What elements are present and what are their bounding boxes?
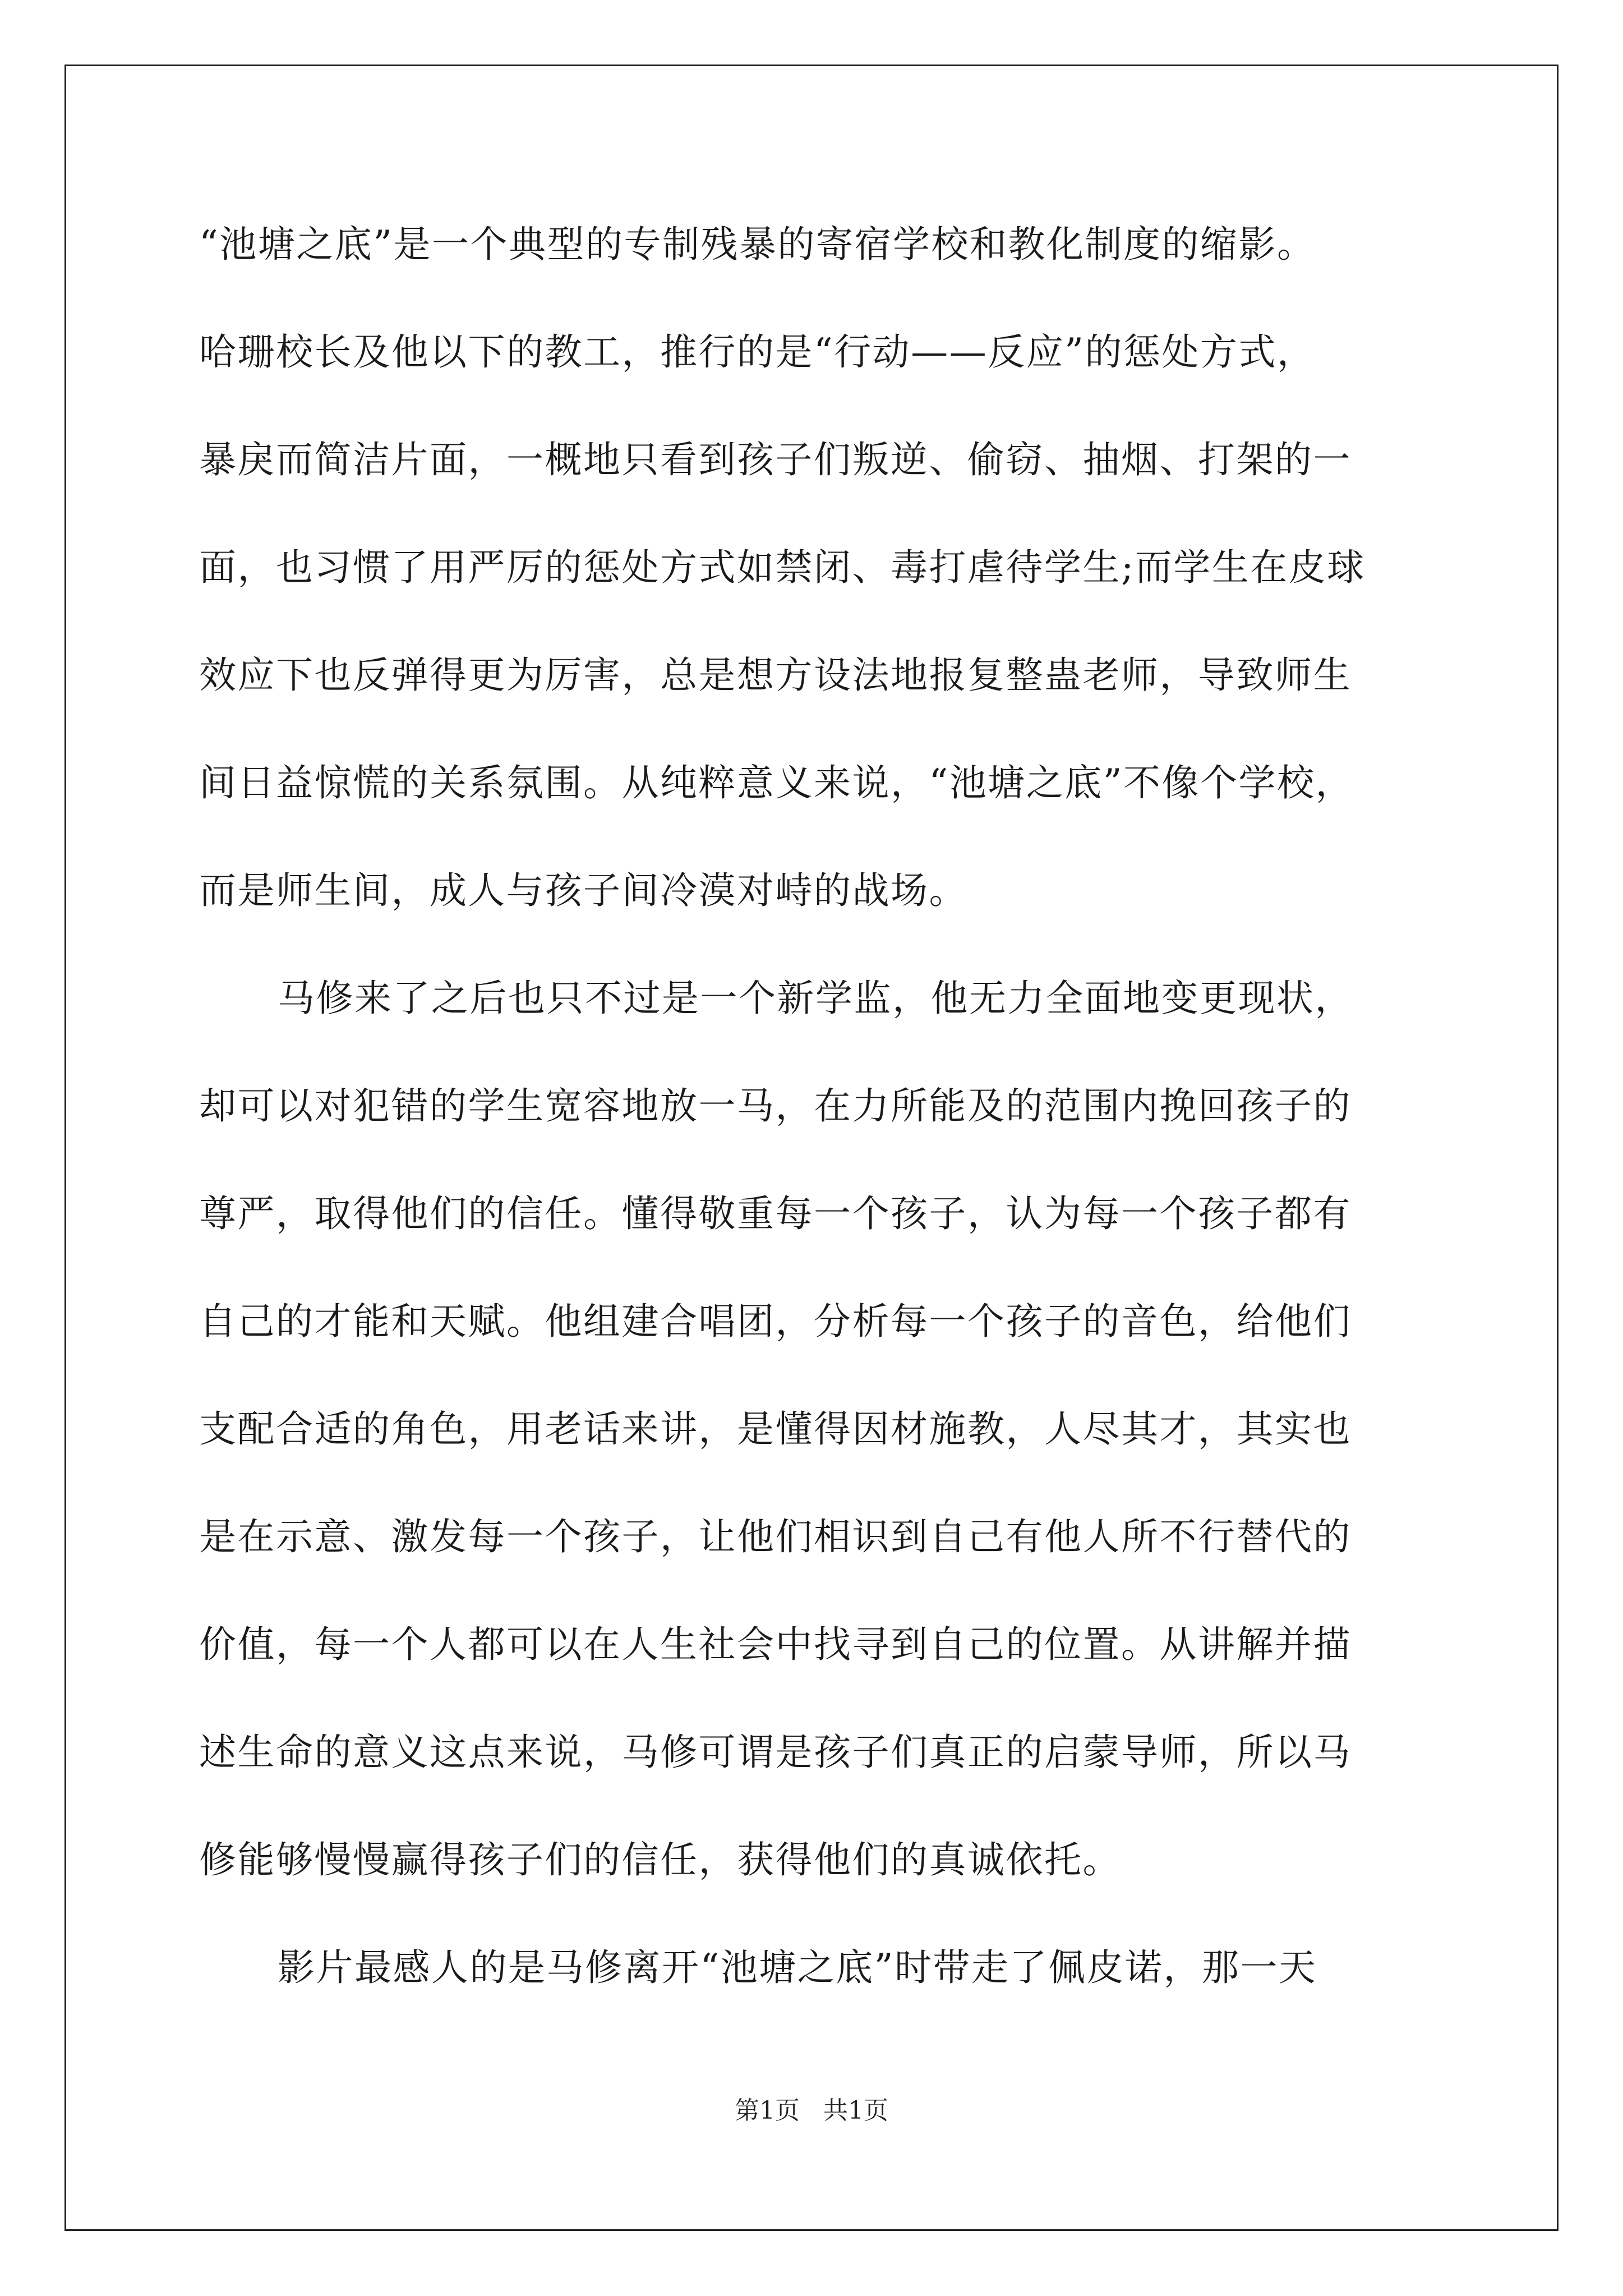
text-line: 暴戾而简洁片面，一概地只看到孩子们叛逆、偷窃、抽烟、打架的一 xyxy=(199,438,1352,481)
text-line: 效应下也反弹得更为厉害，总是想方设法地报复整蛊老师，导致师生 xyxy=(199,654,1352,697)
text-line: 间日益惊慌的关系氛围。从纯粹意义来说，“池塘之底”不像个学校， xyxy=(199,761,1354,804)
text-line: 修能够慢慢赢得孩子们的信任，获得他们的真诚依托。 xyxy=(199,1838,1121,1881)
paragraph-start-line: 马修来了之后也只不过是一个新学监，他无力全面地变更现状， xyxy=(278,977,1353,1020)
text-line: 是在示意、激发每一个孩子，让他们相识到自己有他人所不行替代的 xyxy=(199,1515,1352,1558)
page-footer xyxy=(0,2094,1623,2128)
page-total: 共1页 xyxy=(823,2096,888,2125)
text-line: 哈珊校长及他以下的教工，推行的是“行动——反应”的惩处方式， xyxy=(199,330,1316,374)
text-line: 却可以对犯错的学生宽容地放一马，在力所能及的范围内挽回孩子的 xyxy=(199,1084,1352,1128)
text-line: 价值，每一个人都可以在人生社会中找寻到自己的位置。从讲解并描 xyxy=(199,1623,1352,1666)
text-line: “池塘之底”是一个典型的专制残暴的寄宿学校和教化制度的缩影。 xyxy=(199,223,1316,266)
text-line: 述生命的意义这点来说，马修可谓是孩子们真正的启蒙导师，所以马 xyxy=(199,1731,1352,1774)
text-line: 面，也习惯了用严厉的惩处方式如禁闭、毒打虐待学生;而学生在皮球 xyxy=(199,546,1366,589)
page-number: 第1页 xyxy=(735,2096,800,2125)
text-line: 支配合适的角色，用老话来讲，是懂得因材施教，人尽其才，其实也 xyxy=(199,1407,1352,1451)
paragraph-start-line: 影片最感人的是马修离开“池塘之底”时带走了佩皮诺，那一天 xyxy=(278,1946,1317,1989)
document-body xyxy=(199,191,1427,2022)
text-line: 尊严，取得他们的信任。懂得敬重每一个孩子，认为每一个孩子都有 xyxy=(199,1192,1352,1235)
text-line: 而是师生间，成人与孩子间冷漠对峙的战场。 xyxy=(199,869,967,912)
text-line: 自己的才能和天赋。他组建合唱团，分析每一个孩子的音色，给他们 xyxy=(199,1300,1352,1343)
